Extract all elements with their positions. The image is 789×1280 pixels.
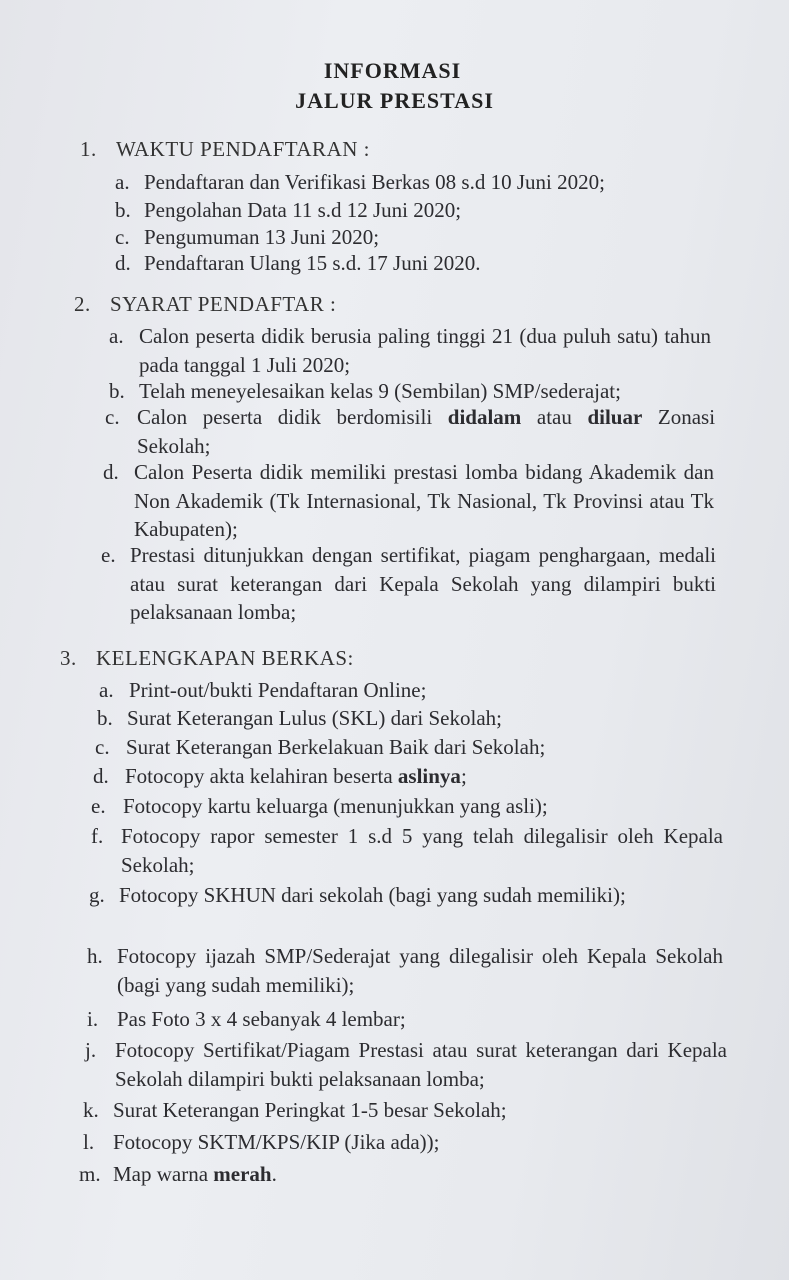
section-title: WAKTU PENDAFTARAN :: [116, 137, 370, 161]
list-label: b.: [109, 379, 125, 403]
list-label: a.: [99, 678, 114, 702]
text-segment: .: [271, 1162, 277, 1186]
text-segment: atau: [536, 405, 572, 429]
section-number: 1.: [80, 137, 97, 161]
text-segment: ;: [460, 764, 467, 788]
list-label: f.: [91, 824, 104, 848]
bold-text: merah: [213, 1162, 272, 1186]
text-segment: Zonasi Sekolah;: [137, 405, 716, 458]
list-text: Calon Peserta didik memiliki prestasi lomba bidang Akademik dan Non Akademik (Tk Internasional, Tk Nasional, Tk Provinsi atau Tk Kabupaten);: [134, 460, 714, 541]
list-text: Pendaftaran Ulang 15 s.d. 17 Juni 2020.: [144, 251, 481, 275]
bold-text: aslinya: [397, 764, 461, 788]
list-item: [85, 1036, 727, 1093]
text-segment: Fotocopy akta kelahiran beserta: [125, 764, 393, 788]
list-label: k.: [83, 1098, 99, 1122]
list-label: c.: [95, 735, 110, 759]
bold-text: didalam: [447, 405, 522, 429]
list-label: a.: [109, 324, 124, 348]
list-label: m.: [79, 1162, 101, 1186]
list-label: e.: [91, 794, 106, 818]
list-label: d.: [93, 764, 109, 788]
section-title: SYARAT PENDAFTAR :: [110, 292, 337, 316]
list-text: [125, 762, 467, 791]
list-label: d.: [115, 251, 131, 275]
list-label: j.: [85, 1038, 97, 1062]
list-text: Fotocopy kartu keluarga (menunjukkan yang asli);: [123, 794, 548, 818]
list-label: c.: [115, 225, 130, 249]
list-text: [137, 403, 715, 460]
list-item: [101, 541, 717, 627]
list-text: Fotocopy rapor semester 1 s.d 5 yang telah dilegalisir oleh Kepala Sekolah;: [121, 824, 723, 877]
list-text: Telah meneyelesaikan kelas 9 (Sembilan) SMP/sederajat;: [139, 379, 621, 403]
section-number: 3.: [60, 646, 77, 670]
list-text: Pendaftaran dan Verifikasi Berkas 08 s.d 10 Juni 2020;: [144, 170, 605, 194]
section-3-heading: [60, 646, 354, 671]
list-item: [109, 322, 712, 379]
list-label: d.: [103, 460, 119, 484]
list-text: Pengolahan Data 11 s.d 12 Juni 2020;: [144, 198, 462, 222]
list-text: Prestasi ditunjukkan dengan sertifikat, piagam penghargaan, medali atau surat keterangan dari Kepala Sekolah yang dilampiri bukti pelaksanaan lomba;: [130, 543, 716, 624]
document-title-line2: JALUR PRESTASI: [295, 88, 494, 113]
list-text: [113, 1160, 277, 1189]
text-segment: Calon peserta didik berdomisili: [137, 405, 433, 429]
section-1-heading: [80, 137, 370, 162]
bold-text: diluar: [587, 405, 643, 429]
list-item: [87, 942, 725, 999]
section-title: KELENGKAPAN BERKAS:: [96, 646, 354, 670]
section-2-heading: [74, 292, 336, 317]
list-text: Calon peserta didik berusia paling tinggi 21 (dua puluh satu) tahun pada tanggal 1 Juli 2020;: [139, 324, 711, 377]
list-label: c.: [105, 405, 120, 429]
list-text: Fotocopy ijazah SMP/Sederajat yang dilegalisir oleh Kepala Sekolah (bagi yang sudah memiliki);: [117, 944, 723, 997]
list-text: Print-out/bukti Pendaftaran Online;: [129, 678, 427, 702]
list-label: b.: [97, 706, 113, 730]
list-label: e.: [101, 543, 116, 567]
list-item: [103, 458, 715, 544]
list-text: Surat Keterangan Berkelakuan Baik dari Sekolah;: [126, 735, 546, 759]
list-text: Surat Keterangan Peringkat 1-5 besar Sekolah;: [113, 1098, 507, 1122]
document-title-line1: INFORMASI: [323, 58, 462, 83]
list-text: Surat Keterangan Lulus (SKL) dari Sekolah;: [127, 706, 502, 730]
list-text: Fotocopy Sertifikat/Piagam Prestasi atau surat keterangan dari Kepala Sekolah dilampiri bukti pelaksanaan lomba;: [115, 1038, 727, 1091]
list-text: Fotocopy SKTM/KPS/KIP (Jika ada));: [113, 1130, 440, 1154]
list-label: l.: [83, 1130, 95, 1154]
list-text: Pas Foto 3 x 4 sebanyak 4 lembar;: [117, 1007, 406, 1031]
list-text: Fotocopy SKHUN dari sekolah (bagi yang sudah memiliki);: [119, 883, 626, 907]
list-item: [105, 403, 715, 460]
list-label: g.: [89, 883, 105, 907]
section-number: 2.: [74, 292, 91, 316]
list-label: b.: [115, 198, 131, 222]
list-text: Pengumuman 13 Juni 2020;: [144, 225, 380, 249]
list-label: h.: [87, 944, 103, 968]
list-label: i.: [87, 1007, 99, 1031]
list-item: [89, 881, 723, 938]
list-label: a.: [115, 170, 130, 194]
list-item: [91, 822, 723, 879]
text-segment: Map warna: [113, 1162, 209, 1186]
